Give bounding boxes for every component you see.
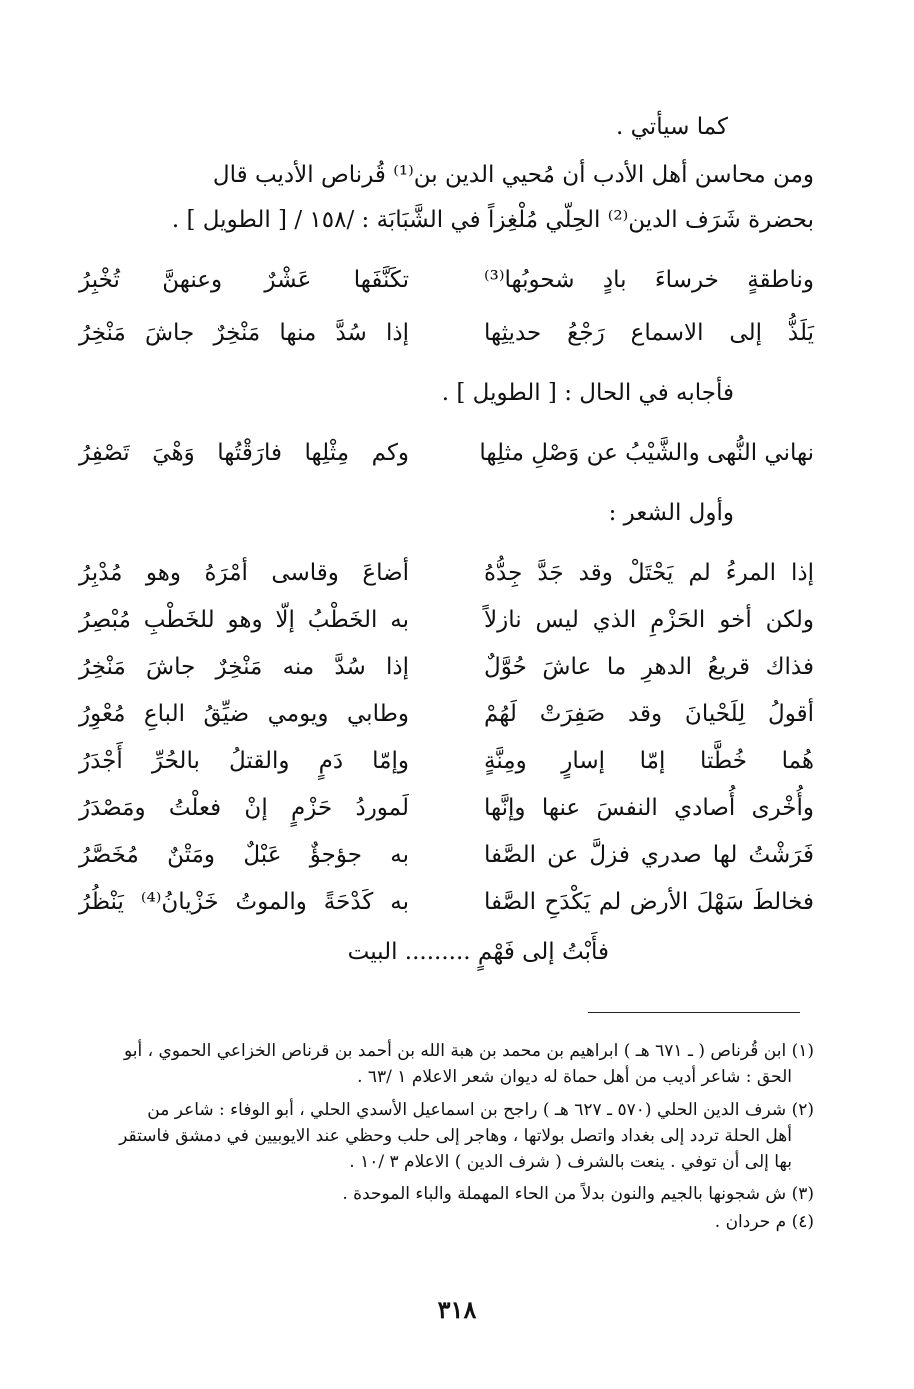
poem-verse-3 <box>74 652 814 682</box>
answer-intro: فأجابه في الحال : [ الطويل ] . <box>441 380 734 406</box>
verse-second-hemistich: وكم مِثْلِها فارَقْتُها وَهْيَ تَصْفِرُ <box>79 440 409 466</box>
verse-first-hemistich: يَلَذُّ إلى الاسماع رَجْعُ حديثِها <box>484 320 814 346</box>
verse-second-hemistich: أضاعَ وقاسى أمْرَهُ وهو مُدْبِرُ <box>79 560 409 586</box>
verse-second-hemistich: به كَدْحَةً والموتُ خَزْيانُ⁽⁴⁾ يَنْظُرُ <box>79 889 409 915</box>
footnote-line: بها إلى أن توفي . ينعت بالشرف ( شرف الدين ) الاعلام ٣ /١٠ . <box>349 1152 792 1172</box>
verse-first-hemistich: أقولُ لِلَحْيانَ وقد صَفِرَتْ لَهُمْ <box>484 701 814 727</box>
body-line-2: ومن محاسن أهل الأدب أن مُحيي الدين بن⁽¹⁾ قُرناص الأديب قال <box>212 162 814 188</box>
footnote-separator <box>588 1012 800 1013</box>
verse-first-hemistich: ولكن أخو الحَزْمِ الذي ليس نازلاً <box>484 607 814 633</box>
verse-first-hemistich: نهاني النُّهى والشَّيْبُ عن وَصْلِ مثلِها <box>479 440 814 466</box>
verse-second-hemistich: لَموردُ حَزْمٍ إنْ فعلْتُ ومَصْدَرُ <box>79 795 409 821</box>
footnote-line: (١) ابن قُرناص ( ـ ٦٧١ هـ ) ابراهيم بن محمد بن هبة الله بن أحمد بن قرناص الخزاعي الحموي ، أبو <box>124 1041 814 1061</box>
footnote-line: (٣) ش شجونها بالجيم والنون بدلاً من الحاء المهملة والباء الموحدة . <box>342 1184 814 1204</box>
riddle-verse-1 <box>74 265 814 295</box>
verse-first-hemistich: وأُخْرى أُصادي النفسَ عنها وإنَّها <box>484 795 814 821</box>
verse-first-hemistich: فذاك قريعُ الدهرِ ما عاشَ حُوَّلٌ <box>484 654 814 680</box>
verse-second-hemistich: به جؤجؤٌ عَبْلٌ ومَتْنٌ مُخَصَّرُ <box>79 842 409 868</box>
footnote-line: (٤) م حردان . <box>714 1212 814 1232</box>
footnote-line: (٢) شرف الدين الحلي (٥٧٠ ـ ٦٢٧ هـ ) راجح بن اسماعيل الأسدي الحلي ، أبو الوفاء : شاعر من <box>147 1100 814 1120</box>
body-line-3: بحضرة شَرَف الدين⁽²⁾ الحِلّي مُلْغِزاً في الشَّبَابَة : /١٥٨ / [ الطويل ] . <box>171 207 814 233</box>
poem-verse-2 <box>74 605 814 635</box>
verse-second-hemistich: إذا سُدَّ منها مَنْخِرٌ جاشَ مَنْخِرُ <box>79 320 409 346</box>
verse-second-hemistich: إذا سُدَّ منه مَنْخِرٌ جاشَ مَنْخِرُ <box>79 654 409 680</box>
body-line-1: كما سيأتي . <box>616 114 728 140</box>
verse-second-hemistich: به الخَطْبُ إلّا وهو للخَطْبِ مُبْصِرُ <box>79 607 409 633</box>
verse-second-hemistich: تكَنَّفَها عَشْرٌ وعنهنَّ تُخْبِرُ <box>79 267 409 293</box>
poem-verse-8 <box>74 887 814 917</box>
closing-verse: فأَبْتُ إلى فَهْمٍ ......... البيت <box>347 939 609 965</box>
verse-first-hemistich: فخالطَ سَهْلَ الأرض لم يَكْدَحِ الصَّفا <box>484 889 814 915</box>
poem-verse-4 <box>74 699 814 729</box>
verse-second-hemistich: وإمّا دَمٍ والقتلُ بالحُرِّ أَجْدَرُ <box>79 748 409 774</box>
verse-first-hemistich: فَرَشْتُ لها صدري فزلَّ عن الصَّفا <box>484 842 814 868</box>
poem-verse-7 <box>74 840 814 870</box>
verse-first-hemistich: هُما خُطَّتا إمّا إسارٍ ومِنَّةٍ <box>484 748 814 774</box>
verse-first-hemistich: وناطقةٍ خرساءَ بادٍ شحوبُها⁽³⁾ <box>484 267 814 293</box>
page-number: ٣١٨ <box>437 1295 477 1324</box>
poem-verse-6 <box>74 793 814 823</box>
verse-first-hemistich: إذا المرءُ لم يَحْتَلْ وقد جَدَّ جِدُّهُ <box>484 560 814 586</box>
verse-second-hemistich: وطابي ويومي ضيِّقُ الباعِ مُعْوِرُ <box>79 701 409 727</box>
poem-verse-5 <box>74 746 814 776</box>
footnote-line: الحق : شاعر أديب من أهل حماة له ديوان شعر الاعلام ١ /٦٣ . <box>357 1067 792 1087</box>
poem-intro: وأول الشعر : <box>608 500 734 526</box>
answer-verse-1 <box>74 438 814 468</box>
footnote-line: أهل الحلة تردد إلى بغداد واتصل بولاتها ، وهاجر إلى حلب وحظي عند الايوبيين في دمشق فاستقر <box>119 1126 792 1146</box>
riddle-verse-2 <box>74 318 814 348</box>
poem-verse-1 <box>74 558 814 588</box>
